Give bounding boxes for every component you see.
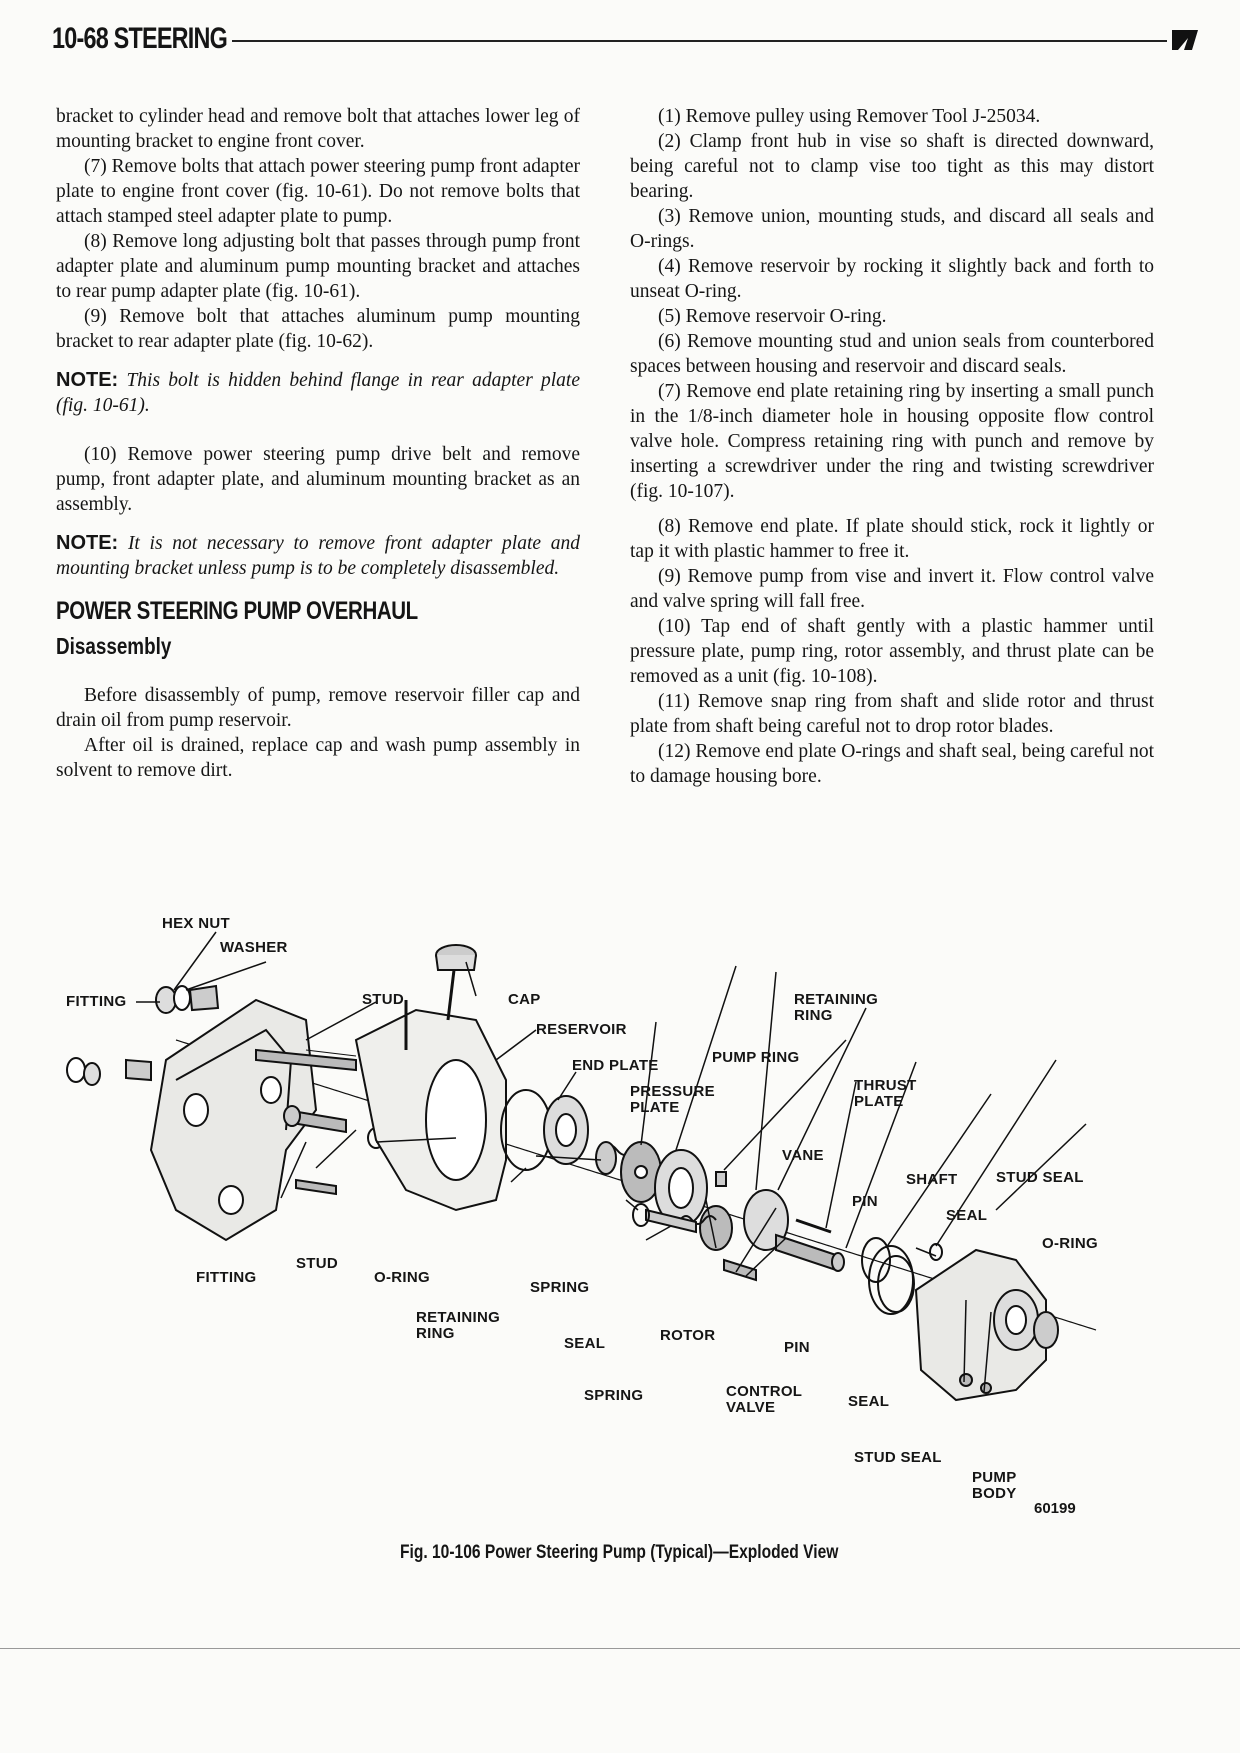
note <box>56 368 580 418</box>
label-pump-body: PUMP BODY <box>972 1469 1017 1502</box>
figure-number: 60199 <box>1034 1500 1076 1517</box>
paragraph: (10) Remove power steering pump drive belt and remove pump, front adapter plate, and aluminum mounting bracket as an assembly. <box>56 444 580 515</box>
label-cap: CAP <box>508 991 541 1008</box>
step: (7) Remove end plate retaining ring by inserting a small punch in the 1/8-inch diameter hole in housing opposite flow control valve hole. Compress retaining ring with punch and remove by inserting a screwdriver under the ring and twisting screwdriver (fig. 10-107). <box>630 381 1154 502</box>
label-retaining-ring-bottom: RETAINING RING <box>416 1309 501 1342</box>
step: (3) Remove union, mounting studs, and discard all seals and O-rings. <box>630 206 1154 252</box>
note-label: NOTE: <box>56 369 119 391</box>
paragraph: Before disassembly of pump, remove reservoir filler cap and drain oil from pump reservoir. <box>56 685 580 731</box>
label-rotor: ROTOR <box>660 1327 716 1344</box>
header-rule <box>232 40 1167 42</box>
step: (4) Remove reservoir by rocking it slightly back and forth to unseat O-ring. <box>630 256 1154 302</box>
paragraph: (9) Remove bolt that attaches aluminum pump mounting bracket to rear adapter plate (fig. 10-62). <box>56 306 580 352</box>
label-spring-bottom: SPRING <box>584 1387 644 1404</box>
label-washer: WASHER <box>220 939 288 956</box>
paragraph: (8) Remove long adjusting bolt that passes through pump front adapter plate and aluminum pump mounting bracket and attaches to rear pump adapter plate (fig. 10-61). <box>56 231 580 302</box>
paragraph: (7) Remove bolts that attach power steering pump front adapter plate to engine front cover (fig. 10-61). Do not remove bolts that attach stamped steel adapter plate to pump. <box>56 156 580 227</box>
label-fitting-top: FITTING <box>66 993 127 1010</box>
label-pin-top: PIN <box>852 1193 878 1210</box>
step: (1) Remove pulley using Remover Tool J-25034. <box>658 106 1041 127</box>
label-o-ring-right: O-RING <box>1042 1235 1098 1252</box>
note-label: NOTE: <box>56 532 119 554</box>
exploded-view-diagram <box>56 910 1160 1520</box>
page-bottom-rule <box>0 1648 1240 1649</box>
label-retaining-ring-top: RETAINING RING <box>794 991 879 1024</box>
step: (2) Clamp front hub in vise so shaft is directed downward, being careful not to clamp vise too tight as this may distort bearing. <box>630 131 1154 202</box>
label-stud-seal-bottom: STUD SEAL <box>854 1449 942 1466</box>
label-spring-top: SPRING <box>530 1279 590 1296</box>
label-pump-ring: PUMP RING <box>712 1049 800 1066</box>
label-seal-mid: SEAL <box>848 1393 890 1410</box>
sub-heading: Disassembly <box>56 633 172 659</box>
step: (5) Remove reservoir O-ring. <box>658 306 887 327</box>
note-text: This bolt is hidden behind flange in rear adapter plate (fig. 10-61). <box>56 370 580 416</box>
step: (11) Remove snap ring from shaft and slide rotor and thrust plate from shaft being careful not to drop rotor blades. <box>630 691 1154 737</box>
step: (10) Tap end of shaft gently with a plastic hammer until pressure plate, pump ring, rotor assembly, and thrust plate can be removed as a unit (fig. 10-108). <box>630 616 1154 687</box>
figure-caption: Fig. 10-106 Power Steering Pump (Typical)—Exploded View <box>400 1542 839 1563</box>
label-reservoir: RESERVOIR <box>536 1021 627 1038</box>
label-control-valve: CONTROL VALVE <box>726 1383 802 1416</box>
label-end-plate: END PLATE <box>572 1057 659 1074</box>
label-vane: VANE <box>782 1147 824 1164</box>
pump-exploded-drawing <box>56 910 1160 1520</box>
step: (6) Remove mounting stud and union seals from counterbored spaces between housing and reservoir and discard seals. <box>630 331 1154 377</box>
label-thrust-plate: THRUST PLATE <box>854 1077 917 1110</box>
section-heading: POWER STEERING PUMP OVERHAUL <box>56 597 418 625</box>
label-hex-nut: HEX NUT <box>162 915 230 932</box>
label-shaft: SHAFT <box>906 1171 958 1188</box>
label-stud-bottom: STUD <box>296 1255 339 1272</box>
note <box>56 531 580 581</box>
label-seal-top: SEAL <box>946 1207 988 1224</box>
left-column <box>56 104 580 783</box>
paragraph: bracket to cylinder head and remove bolt that attaches lower leg of mounting bracket to engine front cover. <box>56 106 580 152</box>
page-header <box>52 22 1152 62</box>
corner-mark-icon <box>1170 28 1200 52</box>
label-o-ring-bottom: O-RING <box>374 1269 430 1286</box>
label-seal-bottom: SEAL <box>564 1335 606 1352</box>
label-pin-bottom: PIN <box>784 1339 810 1356</box>
label-pressure-plate: PRESSURE PLATE <box>630 1083 715 1116</box>
label-fitting-bottom: FITTING <box>196 1269 257 1286</box>
label-stud-seal-top: STUD SEAL <box>996 1169 1084 1186</box>
page-header-title: 10-68 STEERING <box>52 22 228 55</box>
step: (12) Remove end plate O-rings and shaft seal, being careful not to damage housing bore. <box>630 741 1154 787</box>
label-stud-top: STUD <box>362 991 405 1008</box>
step: (9) Remove pump from vise and invert it. Flow control valve and valve spring will fall free. <box>630 566 1154 612</box>
note-text: It is not necessary to remove front adapter plate and mounting bracket unless pump is to be completely disassembled. <box>56 533 581 579</box>
paragraph: After oil is drained, replace cap and wash pump assembly in solvent to remove dirt. <box>56 735 580 781</box>
right-column <box>630 104 1154 789</box>
step: (8) Remove end plate. If plate should stick, rock it lightly or tap it with plastic hammer to free it. <box>630 516 1154 562</box>
